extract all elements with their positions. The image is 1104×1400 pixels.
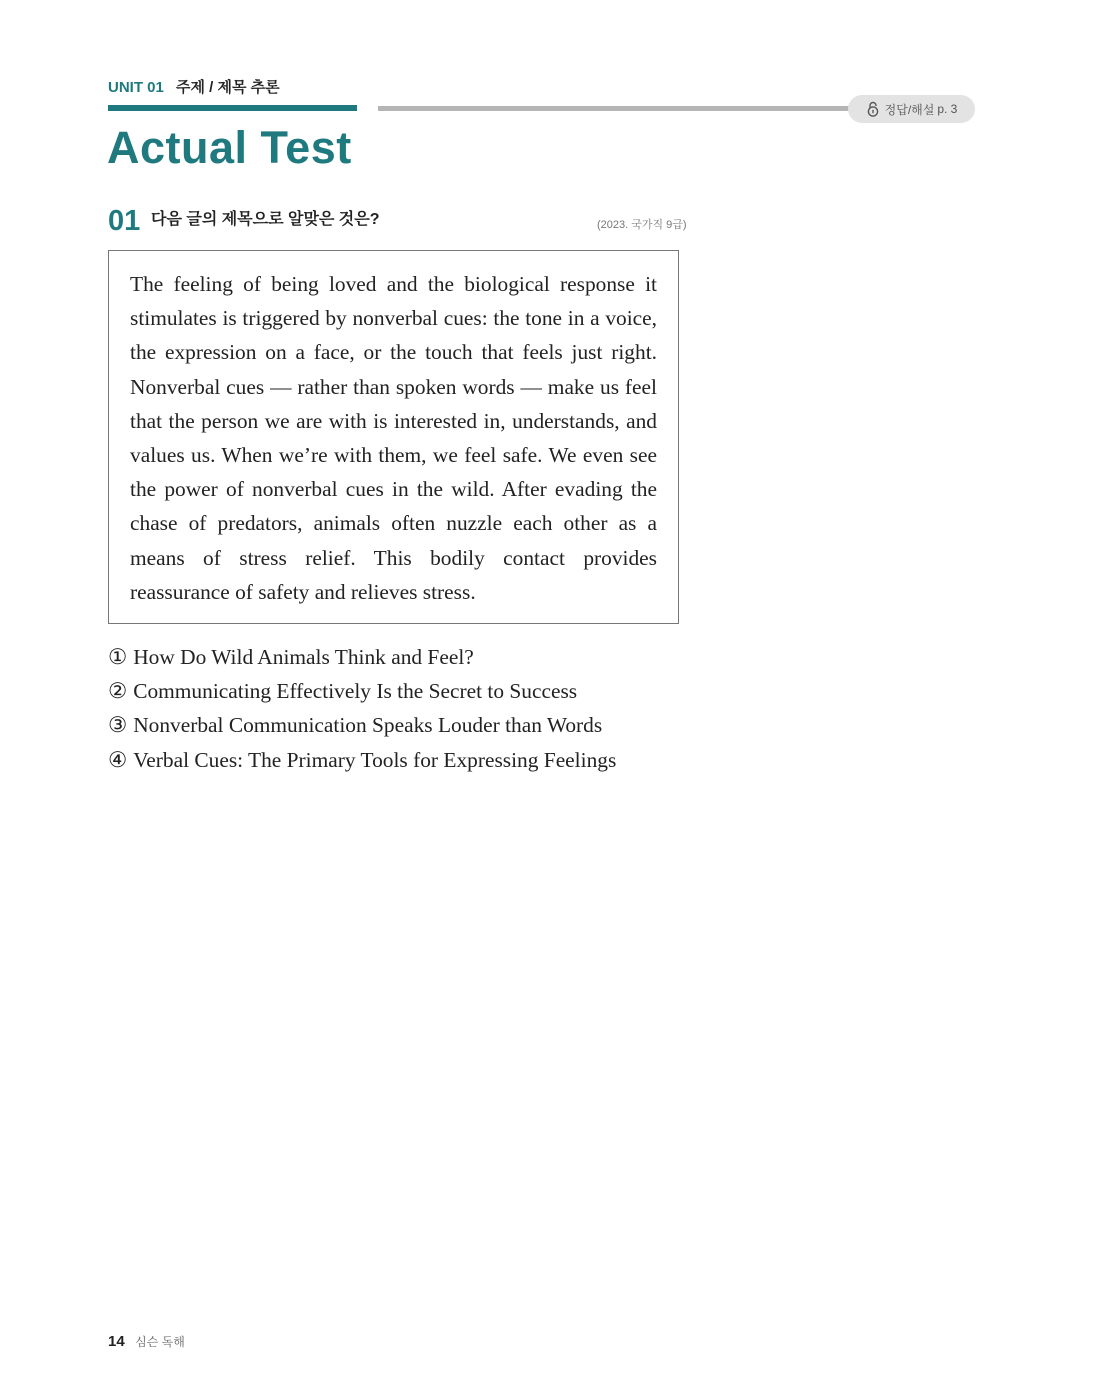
option-mark: ② [108,679,128,704]
option-mark: ③ [108,713,128,738]
passage-text: The feeling of being loved and the biological response it stimulates is triggered by nonverbal cues: the tone in a voice, the expression on a face, or the touch that feels just right. Nonverbal cues — rather than spoken words — make us feel that the person we are with is interested in, understands, and values us. When we’re with them, we feel safe. We even see the power of nonverbal cues in the wild. After evading the chase of predators, animals often nuzzle each other as a means of stress relief. This bodily contact provides reassurance of safety and relieves stress. [130,272,657,604]
option-text: Communicating Effectively Is the Secret to Success [133,679,578,704]
answer-reference-label: 정답/해설 [884,102,935,117]
book-title: 심슨 독해 [135,1335,185,1349]
answer-reference-page: p. 3 [937,102,958,116]
question-source: (2023. 국가직 9급) [597,219,687,231]
lock-icon [866,101,880,117]
question-number: 01 [108,205,141,237]
answer-option-2[interactable] [108,674,616,708]
page-footer [108,1332,185,1352]
answer-options [108,640,616,777]
answer-option-4[interactable] [108,743,616,777]
question-prompt: 다음 글의 제목으로 알맞은 것은? [151,211,380,228]
option-mark: ④ [108,747,128,772]
unit-label: UNIT 01 [108,79,164,96]
answer-option-3[interactable] [108,708,616,742]
page-number: 14 [108,1333,125,1350]
answer-option-1[interactable] [108,640,616,674]
header-rule [378,106,858,111]
answer-reference-badge[interactable] [848,95,975,123]
passage-box [108,250,679,624]
unit-heading [108,76,280,97]
option-text: Nonverbal Communication Speaks Louder than Words [133,713,603,738]
page-title: Actual Test [107,122,352,173]
title-accent-bar [108,105,357,111]
option-text: Verbal Cues: The Primary Tools for Expressing Feelings [133,747,617,772]
option-text: How Do Wild Animals Think and Feel? [133,645,474,669]
option-mark: ① [108,645,128,669]
unit-topic: 주제 / 제목 추론 [176,79,280,96]
